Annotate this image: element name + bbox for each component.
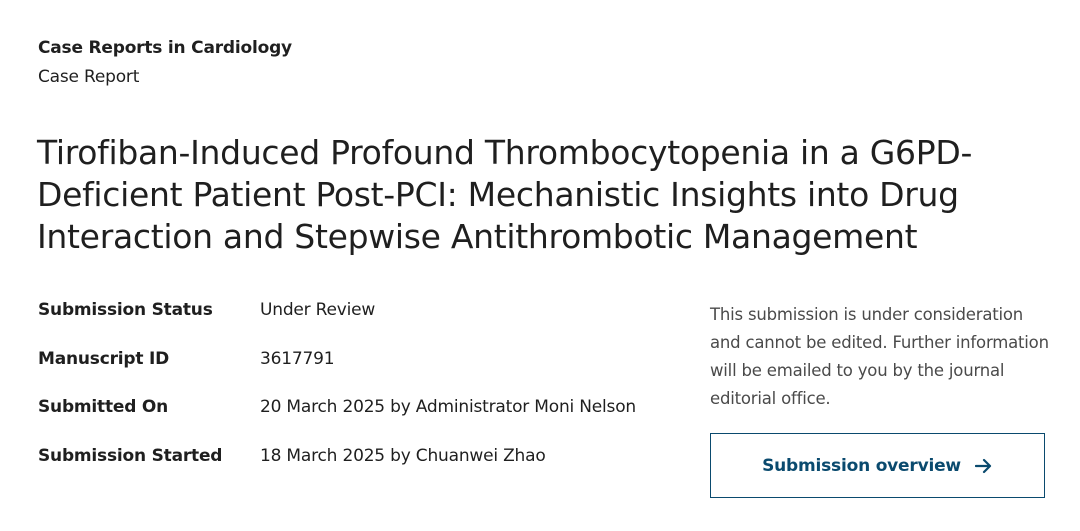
submission-details	[38, 300, 636, 494]
detail-value: 18 March 2025 by Chuanwei Zhao	[260, 445, 546, 466]
submission-overview-button[interactable]	[710, 433, 1045, 498]
article-type: Case Report	[38, 67, 140, 87]
detail-label: Manuscript ID	[38, 348, 170, 369]
detail-row-manuscript-id	[38, 349, 636, 398]
detail-value: 20 March 2025 by Administrator Moni Nelson	[260, 397, 636, 417]
manuscript-title: Tirofiban-Induced Profound Thrombocytopenia in a G6PD-Deficient Patient Post-PCI: Mechanistic Insights into Drug Interaction and Stepwise Antithrombotic Management	[37, 133, 973, 256]
journal-name: Case Reports in Cardiology	[38, 38, 292, 58]
detail-row-submitted-on	[38, 397, 636, 446]
detail-value: 3617791	[260, 348, 335, 369]
detail-label: Submission Status	[38, 300, 213, 320]
detail-row-submission-started	[38, 446, 636, 495]
arrow-right-icon	[975, 458, 993, 474]
detail-label: Submission Started	[38, 445, 223, 466]
detail-value: Under Review	[260, 300, 376, 320]
detail-row-status	[38, 300, 636, 349]
submission-overview-label: Submission overview	[762, 455, 961, 476]
edit-lock-notice: This submission is under consideration and cannot be edited. Further information will be emailed to you by the journal editorial office.	[710, 305, 1049, 408]
detail-label: Submitted On	[38, 397, 169, 417]
